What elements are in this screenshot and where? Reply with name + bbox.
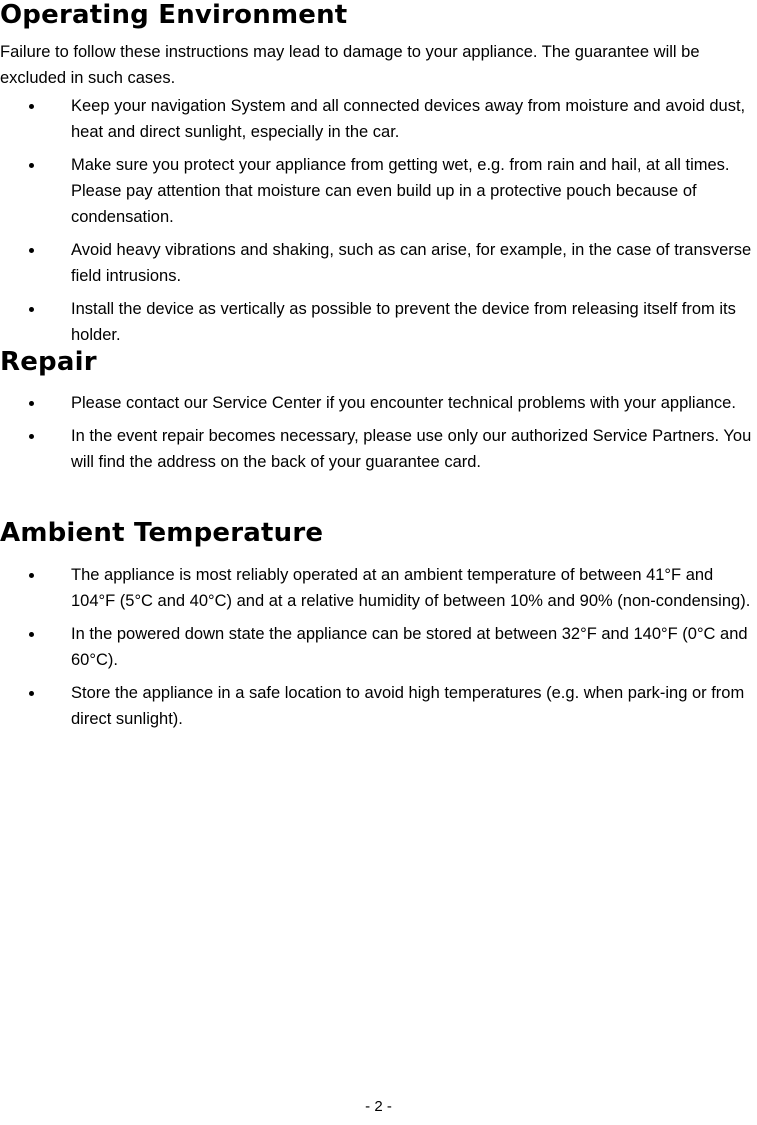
bullet-icon — [29, 573, 34, 578]
list-item-text: Install the device as vertically as possible to prevent the device from releasing itself from its holder. — [71, 300, 736, 344]
section-title-repair: Repair — [0, 347, 97, 377]
bullet-icon — [29, 691, 34, 696]
bullet-icon — [29, 104, 34, 109]
list-item-text: Avoid heavy vibrations and shaking, such as can arise, for example, in the case of transverse field intrusions. — [71, 241, 752, 285]
section-title-operating-environment: Operating Environment — [0, 0, 348, 30]
list-item-text: The appliance is most reliably operated at an ambient temperature of between 41°F and 104°F (5°C and 40°C) and at a relative humidity of between 10% and 90% (non-condensing). — [71, 566, 751, 610]
list-item — [0, 562, 757, 614]
list-item — [0, 390, 757, 416]
list-item — [0, 680, 757, 732]
bullet-icon — [29, 163, 34, 168]
repair-bullet-list — [0, 390, 757, 475]
list-item — [0, 621, 757, 673]
list-item — [0, 296, 757, 348]
operating-bullet-list — [0, 93, 757, 348]
ambient-bullet-list — [0, 562, 757, 732]
list-item — [0, 237, 757, 289]
list-item-text: In the powered down state the appliance can be stored at between 32°F and 140°F (0°C and 60°C). — [71, 625, 748, 669]
bullet-icon — [29, 401, 34, 406]
bullet-icon — [29, 307, 34, 312]
list-item — [0, 93, 757, 145]
list-item-text: Keep your navigation System and all connected devices away from moisture and avoid dust, heat and direct sunlight, especially in the car. — [71, 97, 746, 141]
bullet-icon — [29, 632, 34, 637]
list-item-text: Store the appliance in a safe location to avoid high temperatures (e.g. when park-ing or from direct sunlight). — [71, 684, 745, 728]
bullet-icon — [29, 248, 34, 253]
list-item-text: In the event repair becomes necessary, please use only our authorized Service Partners. You will find the address on the back of your guarantee card. — [71, 427, 752, 471]
bullet-icon — [29, 434, 34, 439]
list-item-text: Make sure you protect your appliance from getting wet, e.g. from rain and hail, at all times. Please pay attention that moisture can even build up in a protective pouch because of condensation. — [71, 156, 730, 226]
page-number: - 2 - — [365, 1098, 392, 1115]
section-title-ambient-temperature: Ambient Temperature — [0, 518, 324, 548]
operating-intro-paragraph: Failure to follow these instructions may lead to damage to your appliance. The guarantee will be excluded in such cases. — [0, 43, 700, 87]
list-item — [0, 423, 757, 475]
list-item — [0, 152, 757, 230]
list-item-text: Please contact our Service Center if you encounter technical problems with your appliance. — [71, 394, 736, 412]
